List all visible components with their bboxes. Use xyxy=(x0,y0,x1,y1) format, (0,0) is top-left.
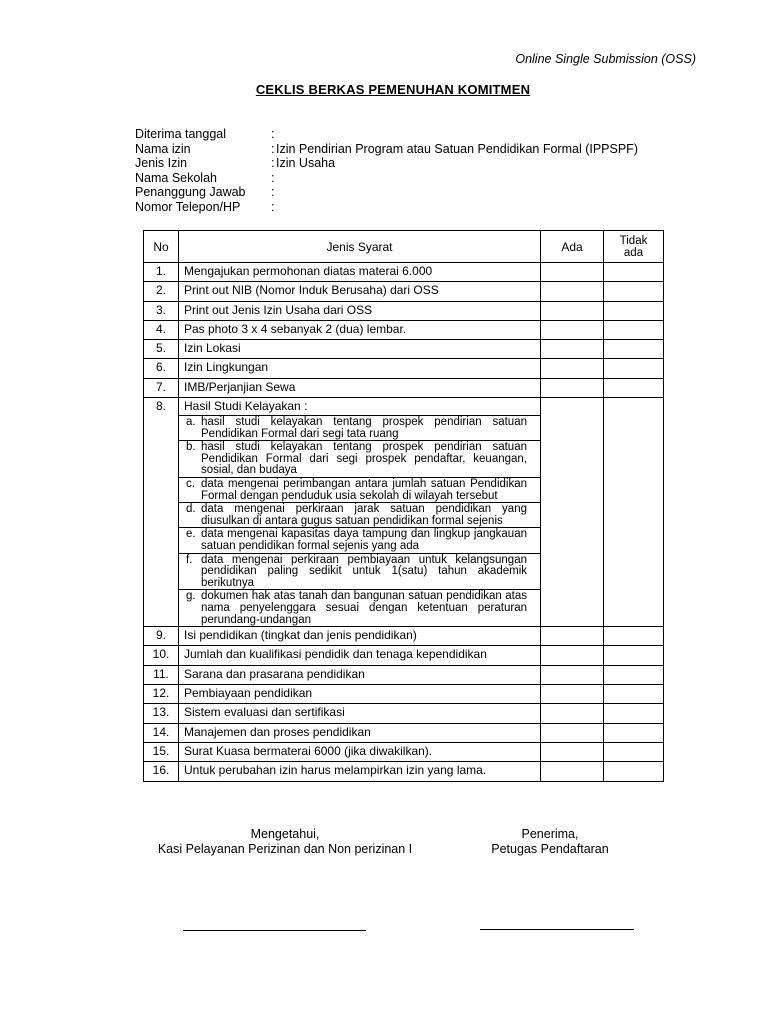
table-row xyxy=(144,301,664,320)
info-row xyxy=(135,156,638,171)
sub-item xyxy=(179,554,540,591)
ada-checkbox-cell[interactable] xyxy=(541,398,604,627)
row-number: 2. xyxy=(144,282,179,301)
signature-left-line2: Kasi Pelayanan Perizinan dan Non perizinan I xyxy=(157,842,413,856)
column-header-ada: Ada xyxy=(541,231,604,263)
signature-left-line1: Mengetahui, xyxy=(250,827,320,841)
ada-checkbox-cell[interactable] xyxy=(541,320,604,339)
table-row xyxy=(144,742,664,761)
requirement-text: Jumlah dan kualifikasi pendidik dan tenaga kependidikan xyxy=(179,646,541,665)
info-colon: : xyxy=(271,199,275,214)
requirement-text: Print out Jenis Izin Usaha dari OSS xyxy=(179,301,541,320)
requirements-checklist-table xyxy=(143,230,664,782)
ada-checkbox-cell[interactable] xyxy=(541,762,604,781)
sub-item xyxy=(179,503,540,528)
table-row xyxy=(144,282,664,301)
requirement-text: IMB/Perjanjian Sewa xyxy=(179,378,541,397)
tidak-ada-checkbox-cell[interactable] xyxy=(604,665,664,684)
document-title: CEKLIS BERKAS PEMENUHAN KOMITMEN xyxy=(255,82,531,97)
info-colon: : xyxy=(271,185,275,200)
column-header-tidak-ada-line2: ada xyxy=(623,246,644,259)
ada-checkbox-cell[interactable] xyxy=(541,646,604,665)
info-value: Izin Usaha xyxy=(276,156,336,171)
row-number: 16. xyxy=(144,762,179,781)
info-row xyxy=(135,200,638,215)
info-label: Nama izin xyxy=(135,141,191,156)
info-label: Jenis Izin xyxy=(135,156,188,171)
sub-item xyxy=(179,478,540,503)
requirement-text: Izin Lingkungan xyxy=(179,359,541,378)
info-value: Izin Pendirian Program atau Satuan Pendidikan Formal (IPPSPF) xyxy=(276,141,638,156)
tidak-ada-checkbox-cell[interactable] xyxy=(604,378,664,397)
signature-block-mengetahui xyxy=(135,827,435,857)
tidak-ada-checkbox-cell[interactable] xyxy=(604,263,664,282)
tidak-ada-checkbox-cell[interactable] xyxy=(604,359,664,378)
row-number: 12. xyxy=(144,685,179,704)
sub-item xyxy=(179,416,540,441)
info-label: Diterima tanggal xyxy=(135,127,227,141)
requirement-text: Pembiayaan pendidikan xyxy=(179,685,541,704)
row-number: 5. xyxy=(144,340,179,359)
requirement-cell xyxy=(179,398,541,627)
ada-checkbox-cell[interactable] xyxy=(541,340,604,359)
column-header-jenis-syarat: Jenis Syarat xyxy=(179,231,541,263)
applicant-info-block xyxy=(135,127,638,215)
signature-block-penerima xyxy=(470,827,630,857)
sub-item-text: data mengenai perimbangan antara jumlah satuan Pendidikan Formal dengan penduduk usia sekolah di wilayah tersebut xyxy=(201,478,527,502)
table-header-row xyxy=(144,231,664,263)
row-number: 15. xyxy=(144,742,179,761)
ada-checkbox-cell[interactable] xyxy=(541,378,604,397)
table-row xyxy=(144,263,664,282)
requirement-text: Sarana dan prasarana pendidikan xyxy=(179,665,541,684)
sub-item-text: data mengenai kapasitas daya tampung dan lingkup jangkauan satuan pendidikan formal sejenis yang ada xyxy=(201,528,527,553)
sub-item-letter: d. xyxy=(186,503,196,516)
table-row xyxy=(144,723,664,742)
requirement-text: Pas photo 3 x 4 sebanyak 2 (dua) lembar. xyxy=(179,320,541,339)
info-colon: : xyxy=(271,170,275,185)
sub-item-list xyxy=(179,415,540,626)
tidak-ada-checkbox-cell[interactable] xyxy=(604,723,664,742)
table-row xyxy=(144,704,664,723)
sub-item-letter: b. xyxy=(186,441,196,454)
ada-checkbox-cell[interactable] xyxy=(541,723,604,742)
info-row xyxy=(135,171,638,186)
info-label: Nama Sekolah xyxy=(135,170,217,185)
row-number: 10. xyxy=(144,646,179,665)
ada-checkbox-cell[interactable] xyxy=(541,704,604,723)
row-number: 3. xyxy=(144,301,179,320)
table-row xyxy=(144,762,664,781)
requirement-text: Sistem evaluasi dan sertifikasi xyxy=(179,704,541,723)
table-row xyxy=(144,340,664,359)
sub-item-text: dokumen hak atas tanah dan bangunan satuan pendidikan atas nama penyelenggara sesuai dengan ketentuan peraturan perundang-undangan xyxy=(201,590,527,626)
info-row xyxy=(135,185,638,200)
ada-checkbox-cell[interactable] xyxy=(541,685,604,704)
tidak-ada-checkbox-cell[interactable] xyxy=(604,646,664,665)
requirement-text: Izin Lokasi xyxy=(179,340,541,359)
ada-checkbox-cell[interactable] xyxy=(541,263,604,282)
ada-checkbox-cell[interactable] xyxy=(541,301,604,320)
row-number: 13. xyxy=(144,704,179,723)
tidak-ada-checkbox-cell[interactable] xyxy=(604,282,664,301)
info-colon: : xyxy=(271,156,275,171)
tidak-ada-checkbox-cell[interactable] xyxy=(604,301,664,320)
table-row xyxy=(144,665,664,684)
requirement-text: Print out NIB (Nomor Induk Berusaha) dari OSS xyxy=(179,282,541,301)
signature-line-right xyxy=(480,929,634,930)
requirement-text: Hasil Studi Kelayakan : xyxy=(184,399,308,414)
sub-item-letter: f. xyxy=(186,553,193,566)
tidak-ada-checkbox-cell[interactable] xyxy=(604,762,664,781)
info-label: Nomor Telepon/HP xyxy=(135,199,241,214)
sub-item-text: hasil studi kelayakan tentang prospek pendirian satuan Pendidikan Formal dari segi prospek pendaftar, keuangan, sosial, dan budaya xyxy=(201,441,527,477)
sub-item xyxy=(179,528,540,553)
table-row xyxy=(144,320,664,339)
row-number: 8. xyxy=(144,398,179,627)
requirement-text: Manajemen dan proses pendidikan xyxy=(179,723,541,742)
tidak-ada-checkbox-cell[interactable] xyxy=(604,704,664,723)
column-header-tidak-ada xyxy=(604,231,664,263)
requirement-text: Isi pendidikan (tingkat dan jenis pendidikan) xyxy=(179,627,541,646)
column-header-no: No xyxy=(144,231,179,263)
row-number: 1. xyxy=(144,263,179,282)
sub-item-letter: c. xyxy=(186,478,195,491)
info-colon: : xyxy=(271,127,275,141)
ada-checkbox-cell[interactable] xyxy=(541,742,604,761)
table-row xyxy=(144,378,664,397)
tidak-ada-checkbox-cell[interactable] xyxy=(604,685,664,704)
row-number: 11. xyxy=(144,665,179,684)
signature-right-line1: Penerima, xyxy=(521,827,579,841)
table-row xyxy=(144,359,664,378)
tidak-ada-checkbox-cell[interactable] xyxy=(604,627,664,646)
info-label: Penanggung Jawab xyxy=(135,185,246,200)
tidak-ada-checkbox-cell[interactable] xyxy=(604,742,664,761)
info-row xyxy=(135,142,638,157)
ada-checkbox-cell[interactable] xyxy=(541,359,604,378)
sub-item-text: hasil studi kelayakan tentang prospek pendirian satuan Pendidikan Formal dari segi tata ruang xyxy=(201,416,527,440)
sub-item-text: data mengenai perkiraan pembiayaan untuk kelangsungan pendidikan paling sedikit untuk 1(satu) tahun akademik berikutnya xyxy=(201,553,527,589)
table-row xyxy=(144,646,664,665)
table-row xyxy=(144,627,664,646)
sub-item-letter: a. xyxy=(186,416,196,429)
tidak-ada-checkbox-cell[interactable] xyxy=(604,320,664,339)
requirement-text: Surat Kuasa bermaterai 6000 (jika diwakilkan). xyxy=(179,742,541,761)
info-row xyxy=(135,127,638,142)
row-number: 7. xyxy=(144,378,179,397)
tidak-ada-checkbox-cell[interactable] xyxy=(604,398,664,627)
row-number: 14. xyxy=(144,723,179,742)
requirement-text: Untuk perubahan izin harus melampirkan izin yang lama. xyxy=(179,762,541,781)
row-number: 6. xyxy=(144,359,179,378)
sub-item xyxy=(179,441,540,478)
document-source-label: Online Single Submission (OSS) xyxy=(515,52,696,66)
signature-line-left xyxy=(183,930,366,931)
info-colon: : xyxy=(271,141,275,156)
ada-checkbox-cell[interactable] xyxy=(541,627,604,646)
row-number: 9. xyxy=(144,627,179,646)
sub-item-letter: g. xyxy=(186,590,196,603)
table-row-hasil-studi xyxy=(144,398,664,627)
sub-item-letter: e. xyxy=(186,528,196,541)
tidak-ada-checkbox-cell[interactable] xyxy=(604,340,664,359)
requirement-text: Mengajukan permohonan diatas materai 6.000 xyxy=(179,263,541,282)
ada-checkbox-cell[interactable] xyxy=(541,665,604,684)
sub-item-text: data mengenai perkiraan jarak satuan pendidikan yang diusulkan di antara gugus satuan pendidikan formal sejenis xyxy=(201,503,527,527)
table-row xyxy=(144,685,664,704)
sub-item xyxy=(179,590,540,626)
ada-checkbox-cell[interactable] xyxy=(541,282,604,301)
column-header-tidak-ada-line1: Tidak xyxy=(619,234,648,247)
signature-right-line2: Petugas Pendaftaran xyxy=(491,842,609,856)
row-number: 4. xyxy=(144,320,179,339)
